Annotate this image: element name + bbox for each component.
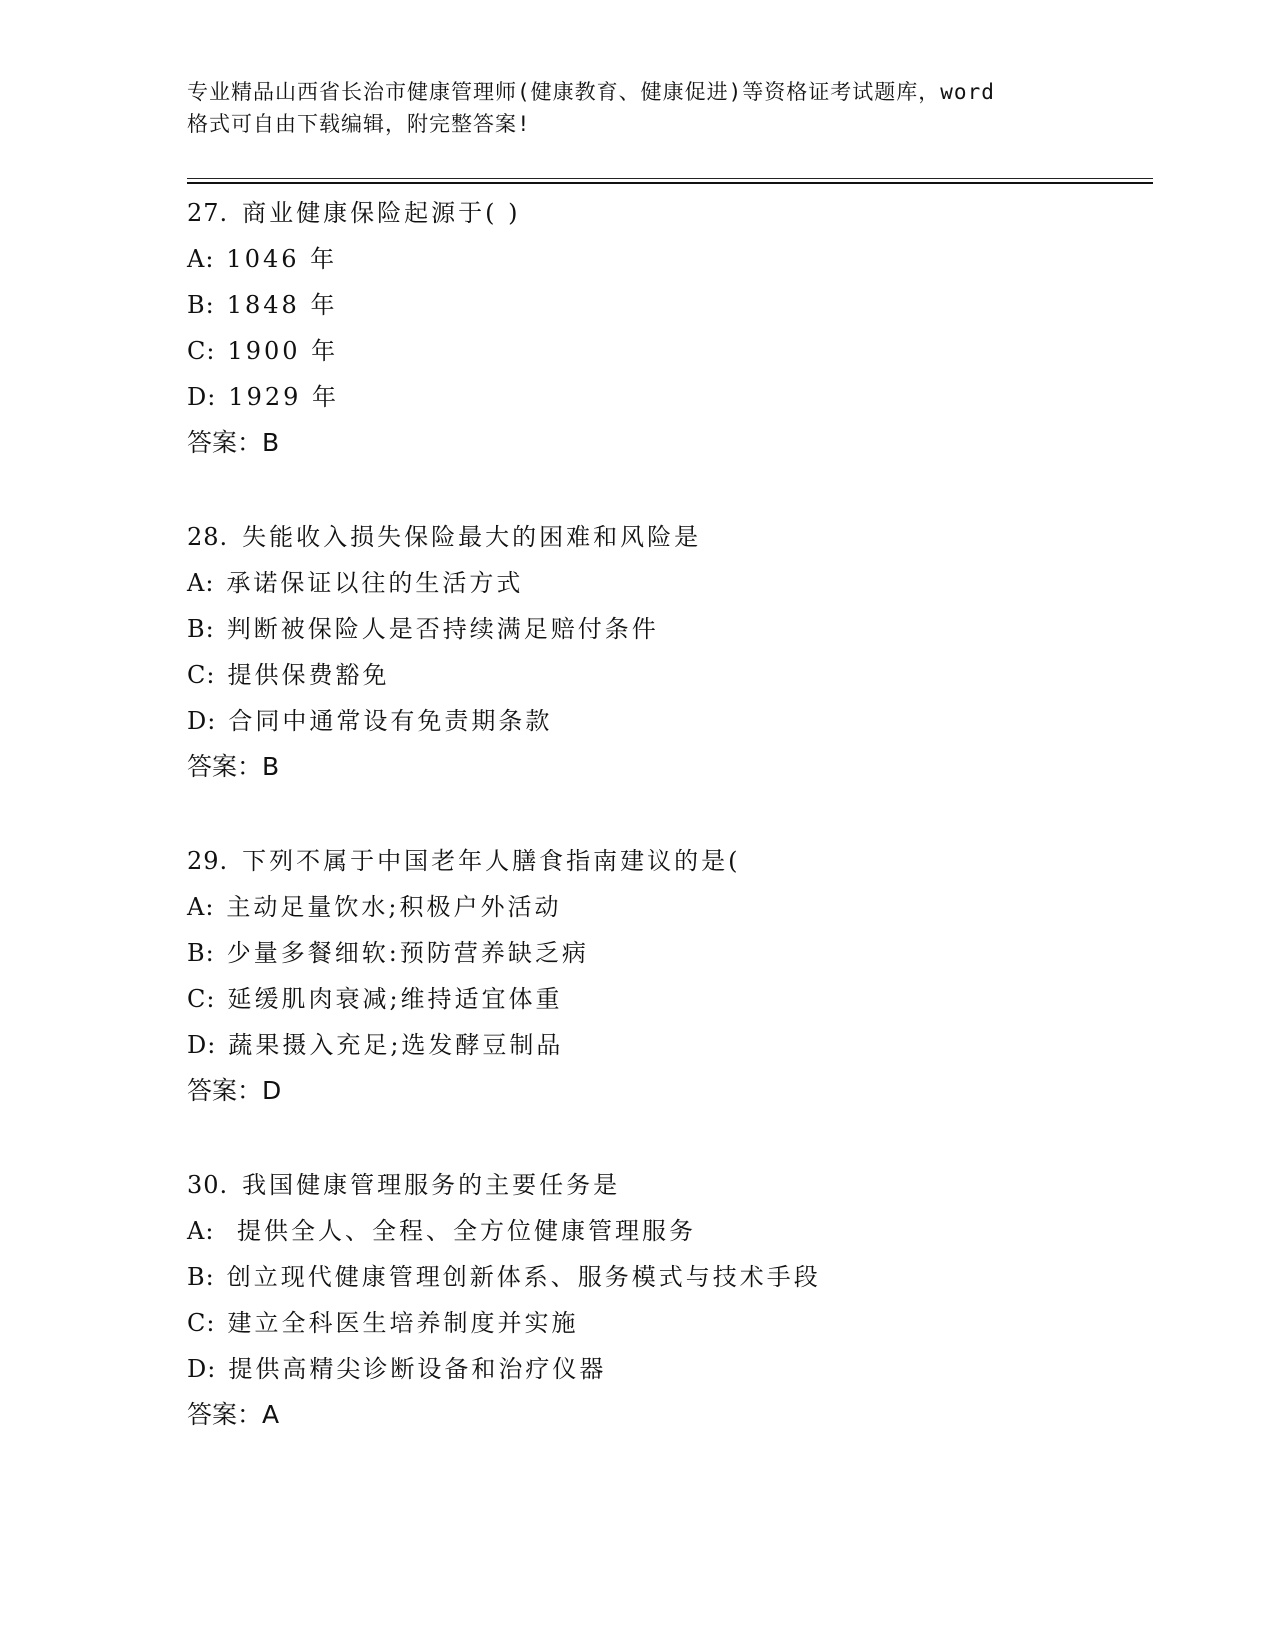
option-text: 提供高精尖诊断设备和治疗仪器 — [228, 1355, 607, 1383]
option-key: C: — [187, 985, 216, 1013]
option-text: 1900 年 — [227, 337, 339, 365]
option-key: B: — [187, 615, 215, 643]
question-text: 下列不属于中国老年人膳食指南建议的是( — [242, 847, 741, 875]
header-line-1: 专业精品山西省长治市健康管理师(健康教育、健康促进)等资格证考试题库，word — [187, 80, 995, 104]
option-text: 延缓肌肉衰减;维持适宜体重 — [227, 985, 563, 1013]
option-c — [187, 328, 1147, 374]
option-key: D: — [187, 1355, 217, 1383]
answer-line: 答案：A — [187, 1400, 280, 1429]
option-d — [187, 1346, 1147, 1392]
header-divider-thick — [187, 182, 1153, 184]
option-key: C: — [187, 337, 216, 365]
option-key: D: — [187, 707, 217, 735]
option-text: 提供保费豁免 — [227, 661, 390, 689]
question-stem — [187, 514, 1147, 560]
question-text: 我国健康管理服务的主要任务是 — [242, 1171, 621, 1199]
option-key: B: — [187, 939, 215, 967]
option-key: A: — [187, 1217, 215, 1245]
option-text: 蔬果摄入充足;选发酵豆制品 — [228, 1031, 564, 1059]
option-a — [187, 884, 1147, 930]
option-c — [187, 976, 1147, 1022]
question-list — [187, 190, 1147, 1486]
question-number: 29. — [187, 847, 229, 875]
option-text: 提供全人、全程、全方位健康管理服务 — [226, 1217, 697, 1245]
option-text: 承诺保证以往的生活方式 — [226, 569, 524, 597]
option-text: 建立全科医生培养制度并实施 — [227, 1309, 579, 1337]
option-key: A: — [187, 245, 215, 273]
question-stem — [187, 838, 1147, 884]
answer-line: 答案：B — [187, 752, 280, 781]
answer-line: 答案：B — [187, 428, 280, 457]
question-30 — [187, 1162, 1147, 1438]
question-27 — [187, 190, 1147, 466]
option-text: 少量多餐细软:预防营养缺乏病 — [226, 939, 589, 967]
option-text: 主动足量饮水;积极户外活动 — [226, 893, 562, 921]
option-text: 1046 年 — [226, 245, 338, 273]
option-key: B: — [187, 1263, 215, 1291]
question-stem — [187, 190, 1147, 236]
option-text: 1929 年 — [228, 383, 340, 411]
option-b — [187, 282, 1147, 328]
document-header — [187, 76, 1087, 140]
option-key: D: — [187, 1031, 217, 1059]
option-c — [187, 1300, 1147, 1346]
option-d — [187, 698, 1147, 744]
option-key: A: — [187, 893, 215, 921]
option-a — [187, 236, 1147, 282]
question-text: 商业健康保险起源于( ) — [242, 199, 521, 227]
question-number: 27. — [187, 199, 229, 227]
option-text: 判断被保险人是否持续满足赔付条件 — [226, 615, 659, 643]
option-key: C: — [187, 1309, 216, 1337]
option-a — [187, 1208, 1147, 1254]
answer-line: 答案：D — [187, 1076, 282, 1105]
option-key: A: — [187, 569, 215, 597]
question-29 — [187, 838, 1147, 1114]
question-28 — [187, 514, 1147, 790]
option-text: 1848 年 — [226, 291, 338, 319]
option-text: 合同中通常设有免责期条款 — [228, 707, 553, 735]
option-key: B: — [187, 291, 215, 319]
header-line-2: 格式可自由下载编辑，附完整答案! — [187, 112, 531, 136]
option-key: C: — [187, 661, 216, 689]
option-b — [187, 930, 1147, 976]
header-divider-thin — [187, 178, 1153, 179]
question-stem — [187, 1162, 1147, 1208]
question-text: 失能收入损失保险最大的困难和风险是 — [242, 523, 702, 551]
option-b — [187, 606, 1147, 652]
option-a — [187, 560, 1147, 606]
option-d — [187, 1022, 1147, 1068]
option-text: 创立现代健康管理创新体系、服务模式与技术手段 — [226, 1263, 821, 1291]
question-number: 30. — [187, 1171, 229, 1199]
option-b — [187, 1254, 1147, 1300]
option-c — [187, 652, 1147, 698]
option-d — [187, 374, 1147, 420]
option-key: D: — [187, 383, 217, 411]
question-number: 28. — [187, 523, 229, 551]
